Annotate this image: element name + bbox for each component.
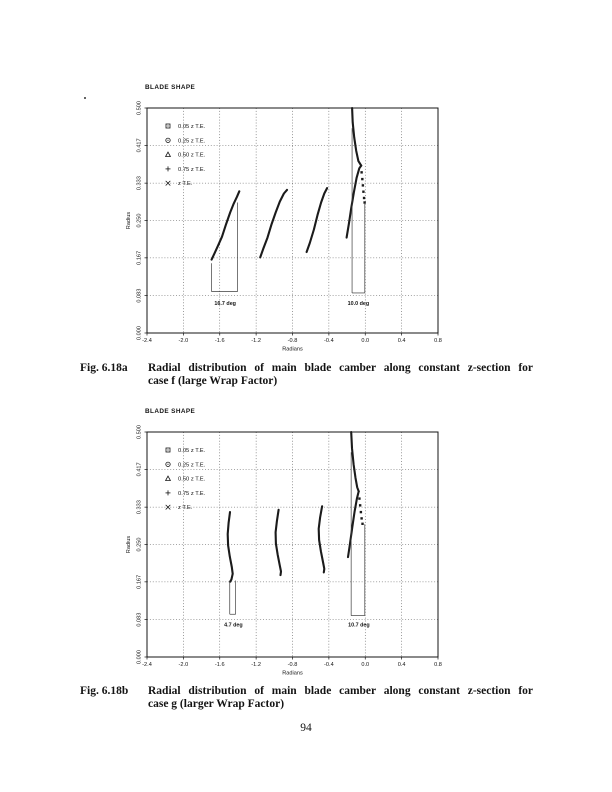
x-tick-label: -2.4 <box>142 338 152 344</box>
legend-label: z T.E. <box>178 505 193 512</box>
stray-mark <box>84 97 86 99</box>
series <box>212 108 366 260</box>
angle-annotation-label: 10.0 deg <box>347 301 370 308</box>
chain-marker-icon <box>359 504 361 506</box>
x-axis-title: Radians <box>282 346 303 353</box>
x-tick-label: -1.6 <box>214 662 225 668</box>
caption-text-b-line2: case g (larger Wrap Factor) <box>148 697 285 710</box>
y-axis <box>126 101 147 340</box>
y-tick-label: 0.333 <box>136 176 143 191</box>
x-tick-label: -0.8 <box>287 662 298 668</box>
x-tick-label: 0.8 <box>434 662 442 668</box>
x-marker-icon <box>166 181 171 186</box>
y-tick-label: 0.250 <box>136 537 143 552</box>
x-tick-label: -0.4 <box>324 338 334 344</box>
y-tick-label: 0.417 <box>136 462 143 477</box>
figure-caption-a <box>80 362 533 388</box>
chain-marker-icon <box>361 523 363 525</box>
chain-marker-icon <box>361 178 363 180</box>
x-tick-label: 0.8 <box>434 338 442 344</box>
chain-marker-icon <box>360 517 362 519</box>
legend-item <box>166 476 206 483</box>
series-z-t-e <box>351 432 359 491</box>
x-tick-label: -2.4 <box>142 662 152 668</box>
caption-label-b: Fig. 6.18b <box>80 685 129 697</box>
angle-measurement <box>224 581 243 629</box>
y-tick-label: 0.500 <box>136 425 143 439</box>
angle-measurement <box>348 452 370 628</box>
y-tick-label: 0.000 <box>136 326 143 340</box>
caption-text-a-line2: case f (large Wrap Factor) <box>148 374 278 387</box>
legend-label: 0.75 z T.E. <box>178 490 206 497</box>
y-axis-title: Radius <box>126 211 132 230</box>
y-tick-label: 0.417 <box>136 138 143 153</box>
series-0-75-z-t-e <box>347 166 362 238</box>
y-tick-label: 0.000 <box>136 650 143 664</box>
triangle-marker-icon <box>166 476 171 480</box>
x-tick-label: -2.0 <box>178 662 189 668</box>
x-tick-label: 0.0 <box>361 338 370 344</box>
chain-marker-icon <box>362 191 364 193</box>
legend-label: 0.50 z T.E. <box>178 152 206 159</box>
chain-marker-icon <box>360 171 362 173</box>
legend-label: 0.05 z T.E. <box>178 124 206 130</box>
chart-title: BLADE SHAPE <box>145 84 196 91</box>
x-tick-label: -2.0 <box>178 338 189 344</box>
y-tick-label: 0.500 <box>136 101 143 115</box>
x-tick-label: 0.4 <box>397 338 406 344</box>
legend <box>166 124 206 187</box>
legend-item <box>166 124 206 130</box>
legend-item <box>166 138 206 144</box>
plus-marker-icon <box>166 166 171 171</box>
legend-item <box>166 505 193 511</box>
series-0-75-z-t-e <box>348 491 359 557</box>
y-tick-label: 0.250 <box>136 213 143 228</box>
y-tick-label: 0.167 <box>136 574 143 589</box>
figure-caption-b <box>80 685 533 711</box>
x-axis-title: Radians <box>282 670 303 677</box>
caption-body-a <box>148 362 533 388</box>
series-0-05-z-t-e <box>212 191 240 259</box>
legend-item <box>166 166 206 173</box>
legend-label: 0.50 z T.E. <box>178 476 206 483</box>
x-tick-label: -1.2 <box>251 338 261 344</box>
x-tick-label: -0.8 <box>287 338 298 344</box>
angle-annotation-label: 16.7 deg <box>214 301 236 308</box>
y-axis-title: Radius <box>126 535 132 554</box>
chain-marker-icon <box>363 197 365 199</box>
angle-measurement <box>348 128 370 307</box>
series-0-05-z-t-e <box>228 512 233 582</box>
x-axis <box>142 333 442 353</box>
y-tick-label: 0.083 <box>136 612 143 627</box>
angle-annotation-label: 4.7 deg <box>224 622 243 629</box>
legend <box>166 448 206 511</box>
series-0-50-z-t-e <box>307 188 328 252</box>
caption-text-a-line1: Radial distribution of main blade camber along constant z-section for <box>148 362 533 374</box>
chain-marker-icon <box>362 184 364 186</box>
annotations <box>224 452 370 628</box>
caption-body-b <box>148 685 533 711</box>
page-number: 94 <box>300 722 312 734</box>
x-tick-label: -1.6 <box>214 338 225 344</box>
x-tick-label: 0.0 <box>361 662 370 668</box>
annotations <box>212 128 370 307</box>
legend-item <box>166 490 206 497</box>
legend-label: 0.25 z T.E. <box>178 138 206 145</box>
series-0-25-z-t-e <box>276 510 281 575</box>
legend-item <box>166 181 193 187</box>
legend-label: 0.25 z T.E. <box>178 462 206 469</box>
legend-item <box>166 462 206 468</box>
circle-marker-icon <box>166 138 170 142</box>
y-tick-label: 0.333 <box>136 500 143 515</box>
y-tick-label: 0.167 <box>136 250 143 265</box>
blade-shape-chart-b <box>105 402 460 684</box>
x-tick-label: -0.4 <box>324 662 334 668</box>
circle-marker-icon <box>166 462 170 466</box>
chart-title: BLADE SHAPE <box>145 408 196 415</box>
x-marker-icon <box>166 505 171 510</box>
series-0-50-z-t-e <box>319 506 325 572</box>
trailing-edge-marker-chain <box>358 497 363 525</box>
caption-label-a: Fig. 6.18a <box>80 362 128 374</box>
legend-label: 0.05 z T.E. <box>178 448 206 454</box>
y-tick-label: 0.083 <box>136 288 143 303</box>
legend-label: 0.75 z T.E. <box>178 166 206 173</box>
y-axis <box>126 425 147 664</box>
angle-measurement <box>212 203 238 308</box>
chain-marker-icon <box>358 497 360 499</box>
plus-marker-icon <box>166 490 171 495</box>
square-marker-icon <box>166 124 170 128</box>
x-axis <box>142 657 442 677</box>
chain-marker-icon <box>360 511 362 513</box>
legend-item <box>166 152 206 159</box>
angle-annotation-label: 10.7 deg <box>348 622 370 629</box>
trailing-edge-marker-chain <box>360 171 365 204</box>
blade-shape-chart-a <box>105 78 460 360</box>
square-marker-icon <box>166 448 170 452</box>
series-z-t-e <box>352 108 361 166</box>
series-0-25-z-t-e <box>260 190 287 258</box>
legend-item <box>166 448 206 454</box>
triangle-marker-icon <box>166 152 171 156</box>
caption-text-b-line1: Radial distribution of main blade camber along constant z-section for <box>148 685 533 697</box>
x-tick-label: 0.4 <box>397 662 406 668</box>
x-tick-label: -1.2 <box>251 662 261 668</box>
legend-label: z T.E. <box>178 181 193 188</box>
